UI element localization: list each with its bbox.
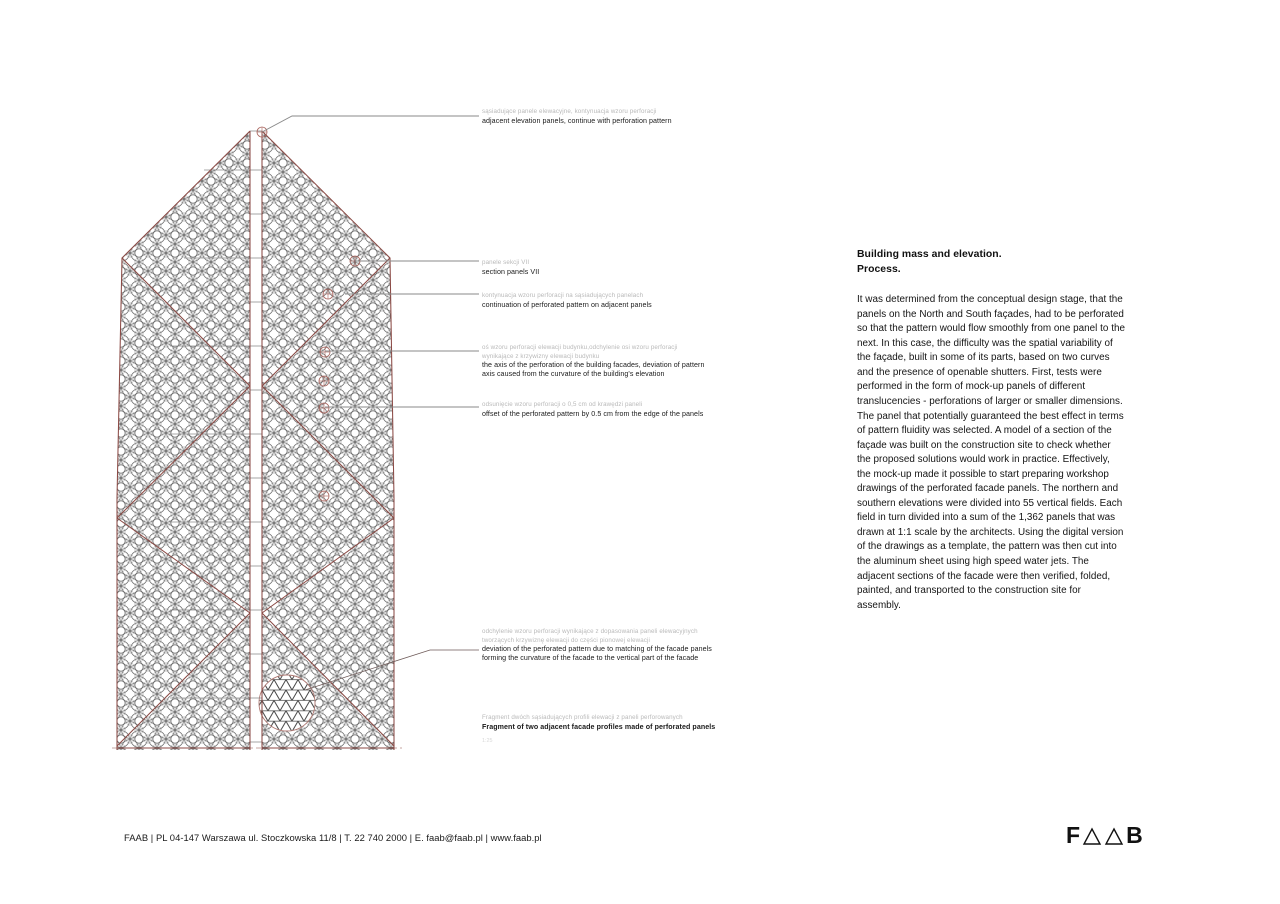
logo-triangle-icon-2 bbox=[1104, 826, 1124, 846]
facade-elevation-drawing bbox=[112, 118, 402, 750]
text-column-heading bbox=[857, 248, 1125, 277]
logo-triangle-icon-1 bbox=[1082, 826, 1102, 846]
annotation-offset-pattern bbox=[482, 401, 732, 419]
text-column-body: It was determined from the conceptual design stage, that the panels on the North and South façades, had to be perforated so that the pattern would flow smoothly from one panel to the next. In this case, the difficulty was the spatial variability of the façade, built in some of its parts, based on two curves and the presence of openable shutters. First, tests were performed in the form of mock-up panels of different translucencies - perforations of larger or smaller dimensions. The panel that potentially guaranteed the best effect in terms of pattern fluidity was selected. A model of a section of the façade was built on the construction site to check whether the proposed solutions would work in practice. Effectively, the mock-up made it possible to start preparing workshop drawings of the perforated facade panels. The northern and southern elevations were divided into 55 vertical fields. Each field in turn divided into a sum of the 1,362 panels that was drawn at 1:1 scale by the architects. Using the digital version of the drawings as a template, the pattern was then cut into the aluminum sheet using high speed water jets. The adjacent sections of the facade were then verified, folded, painted, and transported to the construction site for assembly. bbox=[857, 294, 1125, 611]
annotation-deviation-pattern bbox=[482, 628, 732, 664]
annotation-text-en-line1: the axis of the perforation of the building facades, deviation of pattern bbox=[482, 361, 705, 370]
caption-text-en: Fragment of two adjacent facade profiles made of perforated panels bbox=[482, 722, 716, 731]
annotation-text-pl: sąsiadujące panele elewacyjne, kontynuacja wzoru perforacji bbox=[482, 108, 657, 115]
annotation-adjacent-panels bbox=[482, 108, 732, 126]
detail-circle-triangular-mesh bbox=[259, 675, 315, 731]
annotation-text-en-line1: deviation of the perforated pattern due to matching of the facade panels bbox=[482, 645, 712, 654]
logo-letter-b: B bbox=[1126, 822, 1143, 848]
caption-scale: 1:25 bbox=[482, 737, 493, 744]
drawing-caption bbox=[482, 714, 732, 744]
annotation-text-pl-line2: tworzących krzywiznę elewacji do części pionowej elewacji bbox=[482, 636, 651, 644]
faab-logo bbox=[1066, 824, 1143, 847]
annotation-text-en: section panels VII bbox=[482, 267, 540, 276]
caption-text-pl: Fragment dwóch sąsiadujących profili elewacji z paneli perforowanych bbox=[482, 714, 683, 721]
heading-line-1: Building mass and elevation. bbox=[857, 249, 1002, 260]
annotation-text-pl: panele sekcji VII bbox=[482, 259, 530, 266]
annotation-text-pl: kontynuacja wzoru perforacji na sąsiadujących panelach bbox=[482, 292, 644, 299]
text-column bbox=[857, 248, 1125, 613]
annotation-text-en: adjacent elevation panels, continue with perforation pattern bbox=[482, 116, 672, 125]
logo-letter-f: F bbox=[1066, 822, 1081, 848]
annotation-text-en-line2: axis caused from the curvature of the building's elevation bbox=[482, 370, 665, 379]
annotation-text-pl-line1: oś wzoru perforacji elewacji budynku,odchylenie osi wzoru perforacji bbox=[482, 344, 678, 351]
annotation-text-en: offset of the perforated pattern by 0.5 cm from the edge of the panels bbox=[482, 409, 704, 418]
annotation-text-en: continuation of perforated pattern on adjacent panels bbox=[482, 300, 652, 309]
annotation-text-pl: odsunięcie wzoru perforacji o 0,5 cm od krawędzi paneli bbox=[482, 401, 643, 408]
annotation-section-panels bbox=[482, 259, 732, 277]
footer-contact: FAAB | PL 04-147 Warszawa ul. Stoczkowska 11/8 | T. 22 740 2000 | E. faab@faab.pl | www.faab.pl bbox=[124, 832, 542, 843]
annotation-continuation-pattern bbox=[482, 292, 732, 310]
heading-line-2: Process. bbox=[857, 263, 901, 275]
annotation-axis-perforation bbox=[482, 344, 732, 380]
annotation-text-en-line2: forming the curvature of the facade to the vertical part of the facade bbox=[482, 654, 699, 663]
panel-division-lines bbox=[250, 131, 262, 742]
annotation-text-pl-line1: odchylenie wzoru perforacji wynikające z dopasowania paneli elewacyjnych bbox=[482, 628, 698, 635]
annotation-text-pl-line2: wynikające z krzywizny elewacji budynku bbox=[482, 352, 600, 360]
